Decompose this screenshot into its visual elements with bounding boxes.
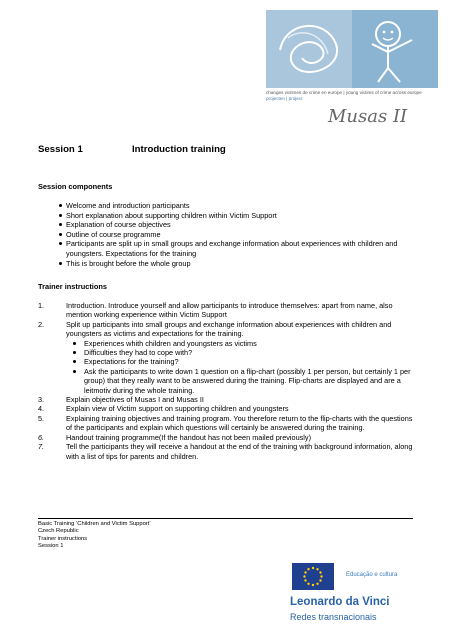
footer-divider [38, 518, 413, 519]
list-item: Short explanation about supporting children within Victim Support [38, 211, 418, 221]
list-item: 4. Explain view of Victim support on supporting children and youngsters [38, 404, 289, 414]
list-item: 1. Introduction. Introduce yourself and allow participants to introduce themselves: apart from name, also mention working experience within Victim Support [38, 301, 393, 320]
list-item: Outline of course programme [38, 230, 418, 240]
components-heading: Session components [38, 182, 113, 191]
logo-caption-line2: projecten | project [266, 96, 303, 101]
redes-transnacionais-label: Redes transnacionais [290, 612, 377, 622]
instructions-list [38, 301, 418, 461]
sub-list-item: Expectations for the training? [66, 357, 418, 366]
instructions-heading: Trainer instructions [38, 282, 107, 291]
logo-tiles [266, 10, 438, 88]
page-footer [38, 521, 151, 550]
sub-list-item: Difficulties they had to cope with? [66, 348, 418, 357]
list-item: 3. Explain objectives of Musas I and Musas II [38, 395, 204, 405]
musas-logo [266, 10, 438, 126]
education-culture-label: Educação e cultura [346, 572, 398, 578]
list-item: 5. Explaining training objectives and training program. You therefore return to the flip-charts with the questions of the participants and explain which questions will certainly be answered during the training. [38, 413, 413, 433]
list-item: This is brought before the whole group [38, 259, 418, 269]
sub-list-item: Ask the participants to write down 1 question on a flip-chart (possibly 1 per person, but certainly 1 per group) that they really want to be answered during the training. Flip-charts are displayed and are a leitmotiv during the whole training. [66, 367, 418, 395]
logo-scribble-tile [266, 10, 352, 88]
musas-wordmark-text: Musas II [328, 106, 408, 126]
session-number: Session 1 [38, 144, 83, 155]
list-item: 2. Split up participants into small groups and exchange information about experiences with children and youngsters as victims and expectations for the training. Experiences whith children and youngsters as victims Difficulties they had to cope with? Expectations for the training? Ask the participants to write down 1 question on a flip-chart (possibly 1 per person, but certainly 1 per group) that they really want to be answered during the training. Flip-charts are displayed and are a leitmotiv during the whole training. [38, 320, 418, 395]
list-item: Explanation of course objectives [38, 220, 418, 230]
logo-caption [266, 90, 438, 102]
scribble-drawing-icon [266, 10, 352, 88]
leonardo-da-vinci-logo: Leonardo da Vinci [290, 596, 390, 608]
footer-line: Basic Training ‘Children and Victim Support’ [38, 521, 151, 527]
sub-list-item: Experiences whith children and youngsters as victims [66, 339, 418, 348]
logo-child-tile [352, 10, 438, 88]
footer-line: Trainer instructions [38, 535, 88, 542]
session-title [38, 144, 226, 155]
footer-line: Session 1 [38, 542, 64, 549]
footer-line: Czech Republic [38, 528, 79, 535]
list-item: Welcome and introduction participants [38, 201, 418, 211]
components-list [38, 201, 418, 268]
list-item: Participants are split up in small groups and exchange information about experiences with children and youngsters. Expectations for the training [38, 239, 418, 258]
child-drawing-icon [352, 10, 438, 88]
musas-wordmark [306, 104, 438, 126]
session-name: Introduction training [132, 144, 226, 155]
logo-caption-line1: changes victimes de crime en europe | young victims of crime across europe [266, 90, 422, 95]
list-item: 7. Tell the participants they will receive a handout at the end of the training with background information, along with a list of tips for parents and children. [38, 442, 413, 461]
eu-flag-icon [292, 563, 334, 590]
list-item: 6. Handout training programme(If the handout has not been mailed previously) [38, 432, 311, 442]
